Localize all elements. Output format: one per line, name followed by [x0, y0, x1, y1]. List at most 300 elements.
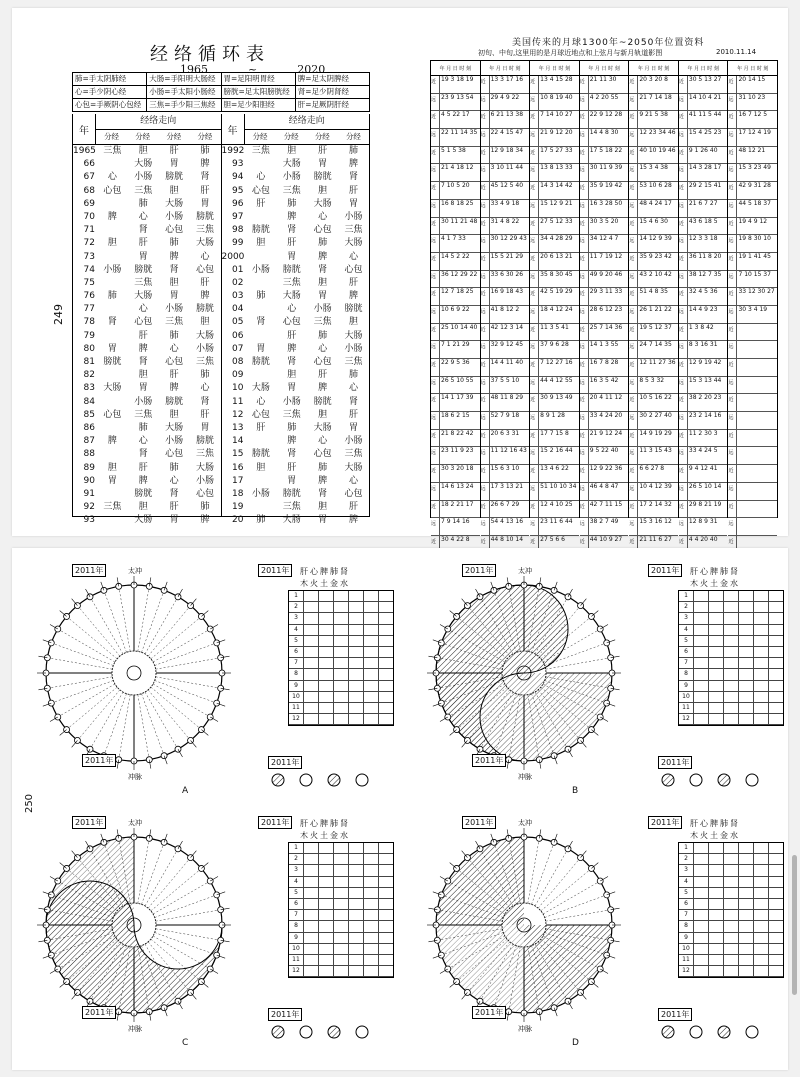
moon-cell — [679, 111, 728, 129]
meridian-cell: 肺 — [138, 198, 148, 209]
moon-cell-index: 近 — [629, 503, 635, 510]
meridian-cell: 三焦 — [196, 357, 215, 367]
moon-cell-index: 近 — [480, 149, 486, 156]
rim-marker — [565, 998, 571, 1004]
moon-cell-index: 近 — [480, 114, 486, 121]
moon-cell — [481, 94, 530, 112]
organ-table-cell — [348, 843, 363, 853]
moon-phase-icon — [662, 1026, 674, 1038]
moon-cell — [629, 430, 678, 448]
organ-table-cell — [348, 669, 363, 679]
moon-cell-value: 7 10 5 20 — [441, 182, 470, 190]
organ-table-cell — [303, 910, 318, 920]
organ-table-cell: 8 — [294, 670, 298, 678]
moon-cell-index: 远 — [678, 273, 684, 280]
rim-marker — [551, 1005, 557, 1011]
meridian-cell: 心 — [318, 436, 328, 447]
moon-cell-value: 12 11 27 36 — [639, 359, 676, 366]
moon-cell-index: 近 — [530, 185, 536, 192]
moon-cell-index: 近 — [728, 538, 734, 545]
organ-table-cell — [318, 910, 333, 920]
organ-table-cell — [348, 921, 363, 931]
meridian-cell: 肝 — [287, 330, 297, 341]
organ-table-cell — [708, 910, 723, 920]
organ-table-cell — [333, 714, 348, 724]
meridian-cell: 胃 — [138, 251, 148, 262]
organ-table-cell — [378, 613, 393, 623]
moon-cell-index: 近 — [728, 397, 734, 404]
organ-table-cell — [303, 636, 318, 646]
moon-cell-index: 近 — [431, 79, 437, 85]
meridian-cell: 脾 — [349, 515, 359, 526]
rim-marker — [434, 655, 440, 661]
moon-cell-index: 远 — [678, 238, 684, 245]
circle-bottom-label: 冲脉 — [518, 1025, 532, 1033]
moon-cell — [629, 447, 678, 465]
meridian-cell: 大肠 — [165, 422, 184, 433]
organ-table-cell — [753, 703, 768, 713]
moon-cell-index: 远 — [480, 167, 486, 174]
organ-table-cell — [348, 703, 363, 713]
meridian-cell: 膀胱 — [103, 357, 122, 367]
moon-cell — [728, 111, 777, 129]
organ-table-row — [289, 955, 393, 966]
meridian-cell: 心 — [256, 396, 266, 407]
meridian-cell: 心 — [169, 475, 179, 486]
radial-line — [90, 597, 123, 654]
moon-cell-index: 近 — [728, 185, 734, 192]
year-cell: 93 — [232, 159, 244, 170]
organ-table-cell: 4 — [684, 625, 688, 633]
organ-table-cell — [378, 692, 393, 702]
meridian-cell — [246, 475, 277, 488]
table-row — [73, 356, 221, 369]
moon-cell-index: 近 — [579, 255, 585, 262]
organ-table-cell — [708, 877, 723, 887]
moon-cell-value: 30 5 13 27 — [688, 76, 722, 83]
organ-table-cell — [333, 921, 348, 931]
organ-table-row — [679, 613, 783, 624]
table-row — [222, 422, 370, 435]
moon-cell-value: 26 1 21 22 — [639, 305, 672, 313]
meridian-cell: 肺 — [107, 291, 117, 302]
moon-cell-value: 44 4 12 55 — [540, 376, 573, 384]
table-row — [222, 158, 370, 171]
year-label-top-left: 2011年 — [72, 816, 106, 829]
radial-line — [77, 690, 119, 741]
moon-cell — [431, 129, 480, 147]
moon-cell-index: 近 — [530, 255, 536, 262]
moon-cell-value: 9 1 26 40 — [688, 146, 718, 154]
moon-cell-value: 32 4 5 36 — [688, 288, 718, 296]
moon-cell-index: 近 — [480, 503, 486, 510]
meridian-cell: 大肠 — [134, 291, 153, 302]
moon-cell — [679, 430, 728, 448]
moon-cell — [481, 164, 530, 182]
organ-table-cell — [318, 703, 333, 713]
moon-cell — [679, 447, 728, 465]
moon-cell-value: 37 9 6 28 — [540, 341, 569, 349]
organ-table-cell — [753, 636, 768, 646]
organ-table-cell — [693, 647, 708, 657]
organ-table-cell — [318, 921, 333, 931]
table-row — [73, 435, 221, 448]
moon-cell-index: 近 — [629, 326, 635, 333]
organ-table-cell — [333, 692, 348, 702]
moon-cell — [580, 253, 629, 271]
meridian-cell: 胆 — [256, 238, 266, 249]
meridian-cell — [246, 277, 277, 290]
legend-cell: 心=手少阴心经 — [75, 87, 127, 96]
radial-line — [153, 629, 210, 662]
year-label-legend: 2011年 — [268, 756, 302, 769]
organ-table-row — [289, 669, 393, 680]
moon-cell — [580, 111, 629, 129]
moon-cell — [530, 182, 579, 200]
meridian-cell: 肾 — [318, 488, 328, 499]
moon-cell — [431, 253, 480, 271]
moon-cell — [481, 129, 530, 147]
moon-cell — [481, 147, 530, 165]
moon-cell-index: 近 — [431, 503, 437, 510]
organ-table-cell — [768, 613, 783, 623]
moon-cell-index: 近 — [431, 397, 437, 404]
moon-cell — [431, 412, 480, 430]
meridian-cell: 肾 — [287, 357, 297, 367]
moon-cell-value: 32 9 12 45 — [490, 341, 524, 349]
moon-cell-value: 38 12 7 35 — [688, 270, 722, 278]
organ-table-cell — [753, 854, 768, 864]
organ-table-cell — [753, 899, 768, 909]
organ-table-cell — [768, 647, 783, 657]
meridian-cell: 三焦 — [282, 185, 301, 196]
moon-cell-index: 远 — [530, 238, 536, 245]
organ-table-row — [289, 703, 393, 714]
moon-cell-value: 30 2 27 40 — [639, 412, 672, 420]
meridian-cell: 心包 — [251, 185, 270, 196]
meridian-cell: 脾 — [169, 383, 179, 394]
table-row — [222, 382, 370, 395]
moon-cell — [679, 218, 728, 236]
moon-cell-value: 5 1 5 38 — [441, 146, 466, 154]
meridian-cell: 脾 — [318, 251, 328, 262]
organ-table-cell — [753, 613, 768, 623]
meridian-cell: 肺 — [349, 370, 359, 381]
year-label-table: 2011年 — [648, 816, 682, 829]
moon-cell — [728, 306, 777, 324]
moon-column-header: 年 月 日 时 刻 — [629, 61, 678, 76]
organ-table-title: 肝心脾肺肾 — [300, 819, 350, 828]
moon-cell-index: 远 — [629, 167, 635, 174]
moon-cell — [481, 111, 530, 129]
moon-table-column — [431, 61, 480, 545]
moon-cell-value: 14 4 9 23 — [688, 305, 718, 313]
moon-cell-index: 远 — [431, 485, 437, 492]
organ-table-cell: 7 — [294, 659, 298, 667]
moon-cell-index: 近 — [579, 291, 585, 298]
moon-cell-index: 远 — [431, 415, 437, 422]
meridian-cell — [97, 251, 128, 264]
moon-cell-index: 远 — [480, 202, 486, 209]
rim-marker — [608, 685, 614, 691]
organ-table-cell: 5 — [294, 888, 298, 896]
rim-marker — [434, 907, 440, 913]
moon-cell-value: 16 9 18 43 — [490, 288, 524, 296]
organ-table-cell — [723, 899, 738, 909]
moon-cell — [728, 465, 777, 483]
diagram-panel-c — [22, 810, 402, 1055]
year-cell: 1992 — [221, 146, 245, 156]
moon-cell-index: 近 — [629, 362, 635, 368]
organ-table-cell — [333, 669, 348, 679]
meridian-cell — [97, 514, 128, 527]
moon-cell-value: 44 5 18 37 — [738, 199, 771, 207]
meridian-cell: 大肠 — [313, 198, 332, 209]
meridian-cell: 心 — [200, 383, 210, 394]
organ-table-cell — [693, 681, 708, 691]
organ-table-row — [289, 843, 393, 854]
moon-cell-value: 30 12 29 43 — [490, 235, 527, 243]
moon-cell-index: 近 — [678, 291, 684, 298]
moon-cell-index: 近 — [678, 326, 684, 333]
moon-cell-index: 远 — [629, 202, 635, 209]
moon-cell-index: 远 — [431, 167, 437, 174]
organ-table-cell — [753, 669, 768, 679]
moon-column-header: 年 月 日 时 刻 — [728, 61, 777, 76]
organ-table-cell — [738, 944, 753, 954]
moon-cell — [431, 218, 480, 236]
moon-cell-index: 远 — [728, 450, 734, 457]
organ-table-cell — [333, 865, 348, 875]
moon-cell-index: 远 — [678, 379, 684, 386]
organ-table-cell — [768, 692, 783, 702]
meridian-cell — [246, 369, 277, 382]
moon-cell-index: 远 — [480, 238, 486, 245]
moon-cell-value: 31 10 23 — [738, 93, 766, 101]
organ-table-cell — [318, 933, 333, 943]
organ-table-cell — [738, 966, 753, 976]
meridian-table-left-half — [73, 114, 221, 526]
organ-table-cell: 6 — [294, 647, 298, 655]
moon-cell-value: 14 6 13 24 — [441, 482, 474, 490]
moon-phase-icon — [746, 1026, 758, 1038]
meridian-cell: 肾 — [138, 449, 148, 460]
year-cell: 15 — [232, 449, 244, 460]
moon-cell — [728, 430, 777, 448]
moon-cell-index: 远 — [431, 238, 437, 245]
moon-cell — [530, 235, 579, 253]
moon-cell-index: 远 — [480, 96, 486, 103]
meridian-cell: 肺 — [256, 515, 266, 526]
organ-table-cell — [708, 647, 723, 657]
meridian-cell: 胃 — [318, 291, 328, 302]
organ-table-cell: 2 — [684, 603, 688, 611]
moon-cell — [580, 465, 629, 483]
moon-cell — [580, 288, 629, 306]
year-sep: ~ — [248, 63, 258, 76]
organ-table-cell: 12 — [682, 967, 690, 975]
moon-cell-value: 9 21 5 38 — [639, 111, 668, 119]
organ-table-cell — [378, 955, 393, 965]
moon-cell-index: 近 — [431, 432, 437, 439]
radial-line — [67, 616, 118, 658]
table-row — [222, 237, 370, 250]
organ-table-cell — [303, 647, 318, 657]
organ-table-cell — [708, 854, 723, 864]
moon-cell — [580, 430, 629, 448]
moon-cell-value: 3 10 11 44 — [490, 164, 524, 172]
moon-phase-icon — [690, 1026, 702, 1038]
moon-cell-index: 近 — [579, 468, 585, 475]
moon-cell — [431, 430, 480, 448]
moon-cell-index: 近 — [431, 326, 437, 333]
year-label-top-left: 2011年 — [462, 816, 496, 829]
meridian-cell: 胆 — [107, 462, 117, 473]
meridian-cell: 膀胱 — [251, 357, 270, 367]
organ-table-cell — [363, 591, 378, 601]
year-cell: 74 — [83, 264, 95, 275]
radial-line — [528, 838, 539, 903]
organ-table-cell — [708, 636, 723, 646]
moon-cell — [580, 377, 629, 395]
organ-table-cell — [318, 636, 333, 646]
organ-table-cell: 1 — [294, 592, 298, 599]
meridian-cell: 心包 — [313, 357, 332, 367]
moon-cell — [679, 253, 728, 271]
moon-cell-index: 远 — [678, 344, 684, 351]
organ-table-cell — [768, 921, 783, 931]
organ-table-cell — [363, 843, 378, 853]
radial-line — [145, 692, 178, 749]
radial-line — [148, 690, 190, 741]
organ-table-cell: 8 — [684, 670, 688, 678]
organ-table-cell — [738, 955, 753, 965]
organ-month-table — [288, 590, 394, 726]
organ-table-cell — [768, 933, 783, 943]
document-page-2 — [12, 548, 788, 1070]
moon-cell-value: 4 4 20 40 — [688, 535, 718, 543]
subhead: 分经 — [104, 132, 120, 141]
organ-table-cell — [318, 658, 333, 668]
moon-cell — [580, 341, 629, 359]
rim-marker — [477, 594, 483, 600]
organ-table-cell — [708, 602, 723, 612]
organ-table-cell: 11 — [292, 703, 300, 711]
moon-cell-index: 近 — [579, 185, 585, 192]
table-row — [222, 198, 370, 211]
moon-cell-value: 22 9 5 36 — [441, 359, 470, 366]
radial-line — [153, 684, 210, 717]
moon-cell-value: 8 9 1 28 — [540, 412, 565, 420]
moon-cell-index: 远 — [629, 485, 635, 492]
meridian-cell: 肝 — [318, 370, 328, 381]
organ-table-cell — [333, 658, 348, 668]
scrollbar-thumb[interactable] — [792, 855, 797, 995]
meridian-cell: 脾 — [138, 343, 148, 354]
meridian-cell: 三焦 — [103, 502, 122, 513]
organ-table-cell: 3 — [684, 614, 688, 622]
organ-table-cell — [348, 877, 363, 887]
meridian-cell — [246, 251, 277, 264]
organ-table-cell — [768, 714, 783, 724]
moon-cell-index: 近 — [530, 538, 536, 545]
moon-cell — [481, 412, 530, 430]
column-group: 经络走向 — [96, 114, 221, 130]
moon-cell-index: 远 — [728, 202, 734, 209]
meridian-cell: 脾 — [107, 436, 117, 447]
moon-cell-value: 37 5 5 10 — [490, 376, 520, 384]
year-cell: 92 — [83, 502, 95, 513]
moon-cell — [580, 359, 629, 377]
meridian-cell: 心包 — [344, 264, 363, 275]
organ-table-cell — [753, 888, 768, 898]
meridian-cell: 心 — [169, 343, 179, 354]
meridian-cell — [246, 158, 277, 171]
organ-table-cell: 5 — [684, 636, 688, 644]
page-number-250: 250 — [24, 793, 36, 814]
moon-phase-icon — [300, 1026, 312, 1038]
moon-column-header: 年 月 日 时 刻 — [679, 61, 728, 76]
moon-table-column — [678, 61, 728, 545]
meridian-cell: 胆 — [138, 502, 148, 513]
meridian-cell — [97, 448, 128, 461]
moon-cell — [530, 253, 579, 271]
organ-table-cell — [378, 703, 393, 713]
rim-marker — [175, 846, 181, 852]
moon-cell-value: 34 12 4 7 — [589, 235, 619, 243]
moon-cell — [629, 253, 678, 271]
table-row — [73, 251, 221, 264]
moon-cell — [431, 76, 480, 94]
table-row — [73, 422, 221, 435]
rim-marker — [44, 655, 50, 661]
moon-cell-value: 11 2 30 3 — [688, 429, 718, 437]
moon-cell — [481, 288, 530, 306]
year-cell: 88 — [83, 449, 95, 460]
meridian-cell: 大肠 — [134, 159, 153, 170]
moon-cell-index: 近 — [480, 362, 486, 368]
meridian-cell: 胆 — [256, 462, 266, 473]
organ-table-cell: 9 — [684, 933, 688, 941]
radial-line — [151, 868, 202, 910]
moon-cell-index: 近 — [530, 291, 536, 298]
moon-cell — [728, 324, 777, 342]
organ-table-cell — [738, 625, 753, 635]
organ-table-cell — [363, 899, 378, 909]
legend-row — [73, 73, 369, 86]
subhead: 分经 — [166, 132, 182, 141]
moon-cell — [728, 94, 777, 112]
moon-cell-value: 24 7 14 35 — [639, 341, 672, 349]
moon-cell — [530, 518, 579, 536]
meridian-cell: 膀胱 — [282, 264, 301, 275]
moon-cell-value: 30 4 22 8 — [441, 535, 470, 543]
radial-line — [67, 687, 118, 729]
moon-cell-value: 11 12 16 43 — [490, 447, 527, 455]
moon-cell — [629, 359, 678, 377]
table-row — [73, 290, 221, 303]
column-year: 年 — [73, 114, 96, 144]
meridian-cell: 脾 — [138, 475, 148, 486]
meridian-cell: 肝 — [138, 462, 148, 473]
organ-table-cell: 9 — [684, 681, 688, 689]
year-cell: 01 — [232, 264, 244, 275]
radial-line — [155, 643, 217, 666]
moon-cell-value: 13 8 13 33 — [540, 164, 573, 172]
table-row — [222, 369, 370, 382]
moon-cell — [679, 501, 728, 519]
moon-cell — [629, 306, 678, 324]
